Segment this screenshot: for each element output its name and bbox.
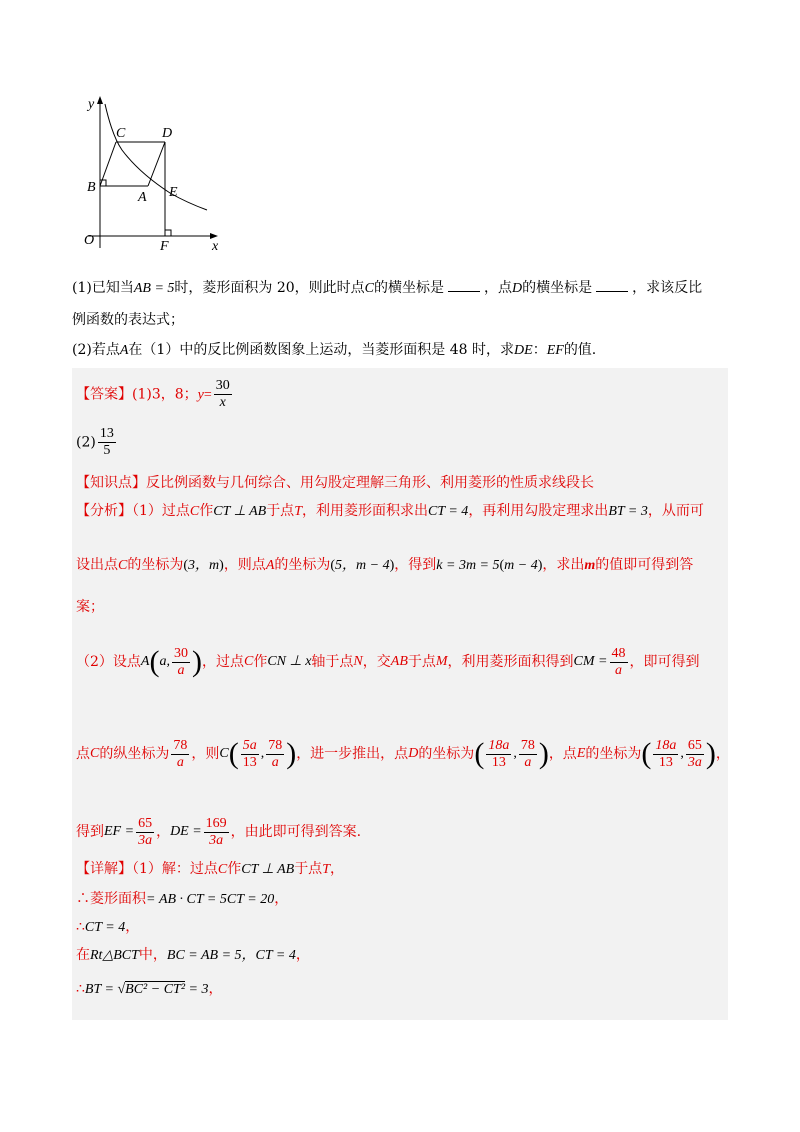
right-angle-mark-f (165, 230, 171, 236)
analysis-line1: 【分析】（1）过点C作CT ⊥ AB于点T，利用菱形面积求出CT = 4，再利用勾股定理求出BT = 3，从而可 (76, 503, 704, 519)
question-part1-line2: 例函数的表达式； (72, 312, 184, 328)
answer-line1: 【答案】(1)3，8；y= $\frac{30}{x}$ (76, 378, 230, 410)
analysis-line2: 设出点C的坐标为(3，m)，则点A的坐标为(5，m − 4)，得到k = 3m = 5(m − 4)，求出m的值即可得到答 (76, 557, 694, 573)
hyperbola-curve (105, 104, 207, 210)
detail-line4: 在Rt△BCT中，BC = AB = 5，CT = 4， (76, 947, 310, 963)
knowledge-point: 【知识点】反比例函数与几何综合、用勾股定理解三角形、利用菱形的性质求线段长 (76, 475, 594, 491)
label-f: F (160, 239, 169, 252)
analysis-line6: 得到 EF = $\frac{65}{3a}$ ， DE = $\frac{169}{3a}$ ，由此即可得到答案. (76, 815, 362, 848)
label-o: O (84, 233, 95, 248)
analysis-line3: 案； (76, 599, 104, 615)
label-c: C (116, 126, 126, 141)
analysis-line5: 点 C 的纵坐标为 $\frac{78}{a}$ ，则 C ( $\frac{5a}{13}$ , $\frac{78}{a}$ ) ，进一步推出，点 D 的坐标为 ( $\frac{18a}{13}$ , $\frac{78}{a}$ ) ，点 E 的坐标为 ( $\frac{18a}{13}$ , $\frac{65}{3a}$ ) ， (76, 737, 730, 770)
label-d: D (162, 126, 173, 141)
label-b: B (87, 180, 96, 195)
segment-da (148, 142, 165, 186)
analysis-line4: （2）设点 A ( a, $\frac{30}{a}$ ) ，过点 C 作 CN ⊥ x 轴于点 N ，交 AB 于点 M ，利用菱形面积得到 CM = $\frac{48}{a}$ ，即可得到 (76, 645, 700, 678)
question-part1-line1: (1)已知当AB = 5时，菱形面积为 20，则此时点C的横坐标是 ，点D的横坐标是 ，求该反比 (72, 280, 703, 296)
label-e: E (169, 185, 178, 200)
answer-blank-c (448, 279, 480, 292)
y-axis-arrow (97, 96, 103, 104)
detail-line5: ∴BT = √BC² − CT² = 3， (76, 981, 223, 997)
detail-line1: 【详解】（1）解：过点C作CT ⊥ AB于点T， (76, 861, 344, 877)
label-y: y (88, 97, 95, 112)
answer-blank-d (596, 279, 628, 292)
label-a: A (138, 190, 147, 205)
function-graph-figure (70, 92, 240, 252)
segment-bc (100, 142, 116, 186)
question-part2: (2)若点A在（1）中的反比例函数图象上运动，当菱形面积是 48 时，求DE：EF的值. (72, 342, 597, 358)
answer-line2: (2) $\frac{13}{5}$ (76, 426, 114, 458)
label-x: x (212, 239, 219, 252)
detail-line2: ∴菱形面积= AB · CT = 5CT = 20， (76, 891, 289, 907)
detail-line3: ∴CT = 4， (76, 919, 140, 935)
solution-panel (72, 368, 728, 1020)
